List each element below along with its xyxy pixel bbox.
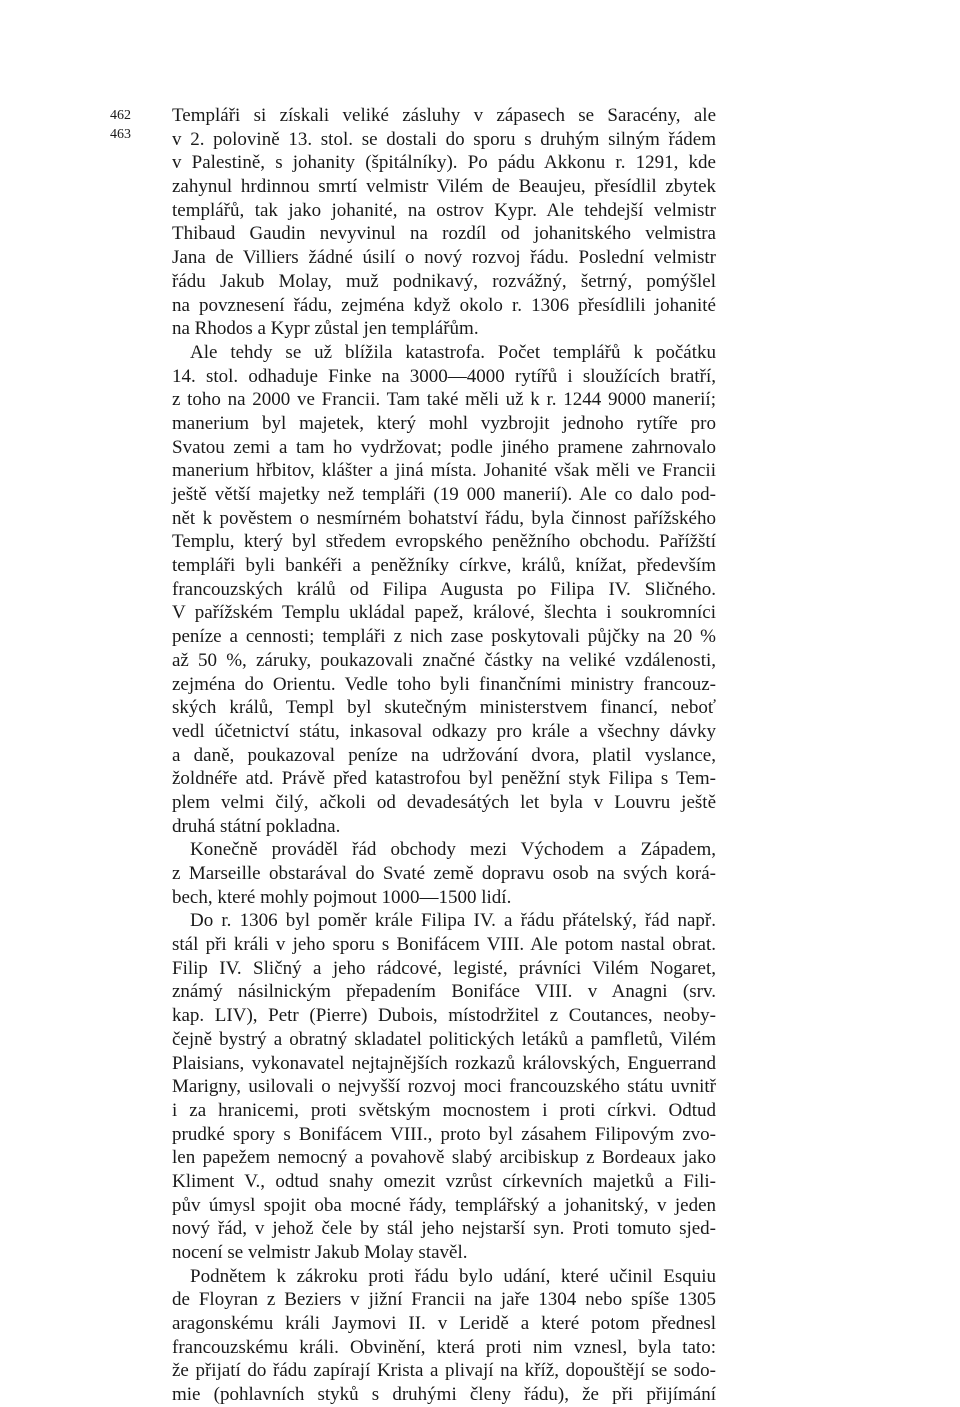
text-line: manerium byl majetek, který mohl vyzbrojit jednoho rytíře pro <box>172 412 716 434</box>
text-line: Plaisians, vykonavatel nejtajnějších rozkazů královských, Enguerrand <box>172 1052 716 1074</box>
text-line: na Rhodos a Kypr zůstal jen templářům. <box>172 318 479 340</box>
text-line: stál při králi v jeho sporu s Bonifácem VIII. Ale potom nastal obrat. <box>172 934 716 956</box>
text-line: z toho na 2000 ve Francii. Tam také měli už k r. 1244 9000 manerií; <box>172 389 716 411</box>
text-line: prudké spory s Bonifácem VIII., proto byl zásahem Filipovým zvo- <box>172 1123 716 1145</box>
text-line: žoldnéře atd. Právě před katastrofou byl peněžní styk Filipa s Tem- <box>172 768 716 790</box>
text-line: v 2. polovině 13. stol. se dostali do sporu s druhým silným řádem <box>172 128 716 150</box>
text-line: Templáři si získali veliké zásluhy v zápasech se Saracény, ale <box>172 105 716 126</box>
text-line: zejména do Orientu. Vedle toho byli finančními ministry francouz- <box>172 673 716 695</box>
text-line: Marigny, usilovali o nejvyšší rozvoj moci francouzského státu uvnitř <box>172 1076 716 1098</box>
text-line: až 50 %, záruky, poukazovali značné částky na veliké vzdálenosti, <box>172 649 716 671</box>
text-line: plem velmi čilý, ačkoli od devadesátých let byla v Louvru ještě <box>172 791 716 813</box>
text-line: ských králů, Templ byl skutečným ministerstvem financí, neboť <box>172 697 716 719</box>
text-line: nový řád, v jehož čele by stál jeho nejstarší syn. Proti tomuto sjed- <box>172 1218 716 1240</box>
margin-page-references <box>110 106 131 144</box>
margin-note-462: 462 <box>110 108 131 123</box>
text-line: manerium hřbitov, klášter a jiná místa. Johanité však měli ve Francii <box>172 460 716 482</box>
margin-note-463: 463 <box>110 127 131 142</box>
text-line: 14. stol. odhaduje Finke na 3000—4000 rytířů i sloužících bratří, <box>172 365 716 387</box>
text-line: nět k pověstem o nesmírném bohatství řádu, byla činnost pařížského <box>172 507 716 529</box>
body-text <box>172 104 716 1407</box>
text-line: zahynul hrdinnou smrtí velmistr Vilém de Beaujeu, přesídlil zbytek <box>172 176 716 198</box>
text-line: len papežem nemocný a povahově slabý arcibiskup z Bordeaux jako <box>172 1147 716 1169</box>
text-line: a daně, poukazoval peníze na udržování dvora, platil vyslance, <box>172 744 716 766</box>
text-line: pův úmysl spojit oba mocné řády, templářský a johanitský, v jeden <box>172 1194 716 1216</box>
text-line: i za hranicemi, proti světským mocnostem i proti církvi. Odtud <box>172 1099 716 1121</box>
text-line: Jana de Villiers žádné úsilí o nový rozvoj řádu. Poslední velmistr <box>172 247 716 269</box>
text-line: že přijatí do řádu zapírají Krista a plivají na kříž, dopouštějí se sodo- <box>172 1360 716 1382</box>
text-line: Podnětem k zákroku proti řádu bylo udání, které učinil Esquiu <box>190 1265 716 1287</box>
text-line: v Palestině, s johanity (špitálníky). Po pádu Akkonu r. 1291, kde <box>172 152 716 174</box>
text-line: řádu Jakub Molay, muž podnikavý, rozvážný, šetrný, pomýšlel <box>172 270 716 292</box>
text-line: de Floyran z Beziers v jižní Francii na jaře 1304 nebo spíše 1305 <box>172 1289 716 1311</box>
text-line: ještě větší majetky než templáři (19 000 manerií). Ale co dalo pod- <box>172 484 716 505</box>
text-line: Kliment V., odtud snahy omezit vzrůst církevních majetků a Fili- <box>172 1170 716 1192</box>
text-line: francouzských králů od Filipa Augusta po Filipa IV. Sličného. <box>172 578 716 600</box>
text-line: mie (pohlavních styků s druhými členy řádu), že při přijímání <box>172 1384 716 1406</box>
text-line: Ale tehdy se už blížila katastrofa. Počet templářů k počátku <box>190 341 716 363</box>
text-line: templáři byli bankéři a peněžníky církve, králů, knížat, především <box>172 555 716 577</box>
text-line: známý násilnickým přepadením Bonifáce VIII. v Anagni (srv. <box>172 981 716 1003</box>
text-line: Filip IV. Sličný a jeho rádcové, legisté, právníci Vilém Nogaret, <box>172 957 716 979</box>
text-line: Svatou zemi a tam ho vydržovat; podle jiného pramene zahrnovalo <box>172 436 716 458</box>
text-line: na povznesení řádu, zejména když okolo r. 1306 přesídlili johanité <box>172 294 716 316</box>
text-line: peníze a cennosti; templáři z nich zase poskytovali půjčky na 20 % <box>172 626 716 648</box>
text-line: Do r. 1306 byl poměr krále Filipa IV. a řádu přátelský, řád např. <box>190 910 716 932</box>
text-line: Thibaud Gaudin nevyvinul na rozdíl od johanitského velmistra <box>172 223 716 245</box>
text-line: V pařížském Templu ukládal papež, králové, šlechta i soukromníci <box>172 602 716 624</box>
text-line: nocení se velmistr Jakub Molay stavěl. <box>172 1242 468 1263</box>
text-line: kap. LIV), Petr (Pierre) Dubois, místodržitel z Coutances, neoby- <box>172 1005 716 1027</box>
text-line: francouzskému králi. Obvinění, která proti nim vznesl, byla tato: <box>172 1336 716 1358</box>
text-line: čejně bystrý a obratný skladatel politických letáků a pamfletů, Vilém <box>172 1028 716 1050</box>
text-line: templářů, tak jako johanité, na ostrov Kypr. Ale tehdejší velmistr <box>172 199 716 221</box>
text-line: bech, které mohly pojmout 1000—1500 lidí. <box>172 886 512 908</box>
text-line: Konečně prováděl řád obchody mezi Východem a Západem, <box>190 839 716 861</box>
text-line: Templu, který byl středem evropského peněžního obchodu. Pařížští <box>172 531 716 553</box>
text-line: z Marseille obstarával do Svaté země dopravu osob na svých korá- <box>172 863 716 884</box>
text-line: vedl účetnictví státu, inkasoval odkazy pro krále a všechny dávky <box>172 720 716 742</box>
text-line: druhá státní pokladna. <box>172 815 341 837</box>
text-line: aragonskému králi Jaymovi II. v Leridě a které potom přednesl <box>172 1313 716 1335</box>
